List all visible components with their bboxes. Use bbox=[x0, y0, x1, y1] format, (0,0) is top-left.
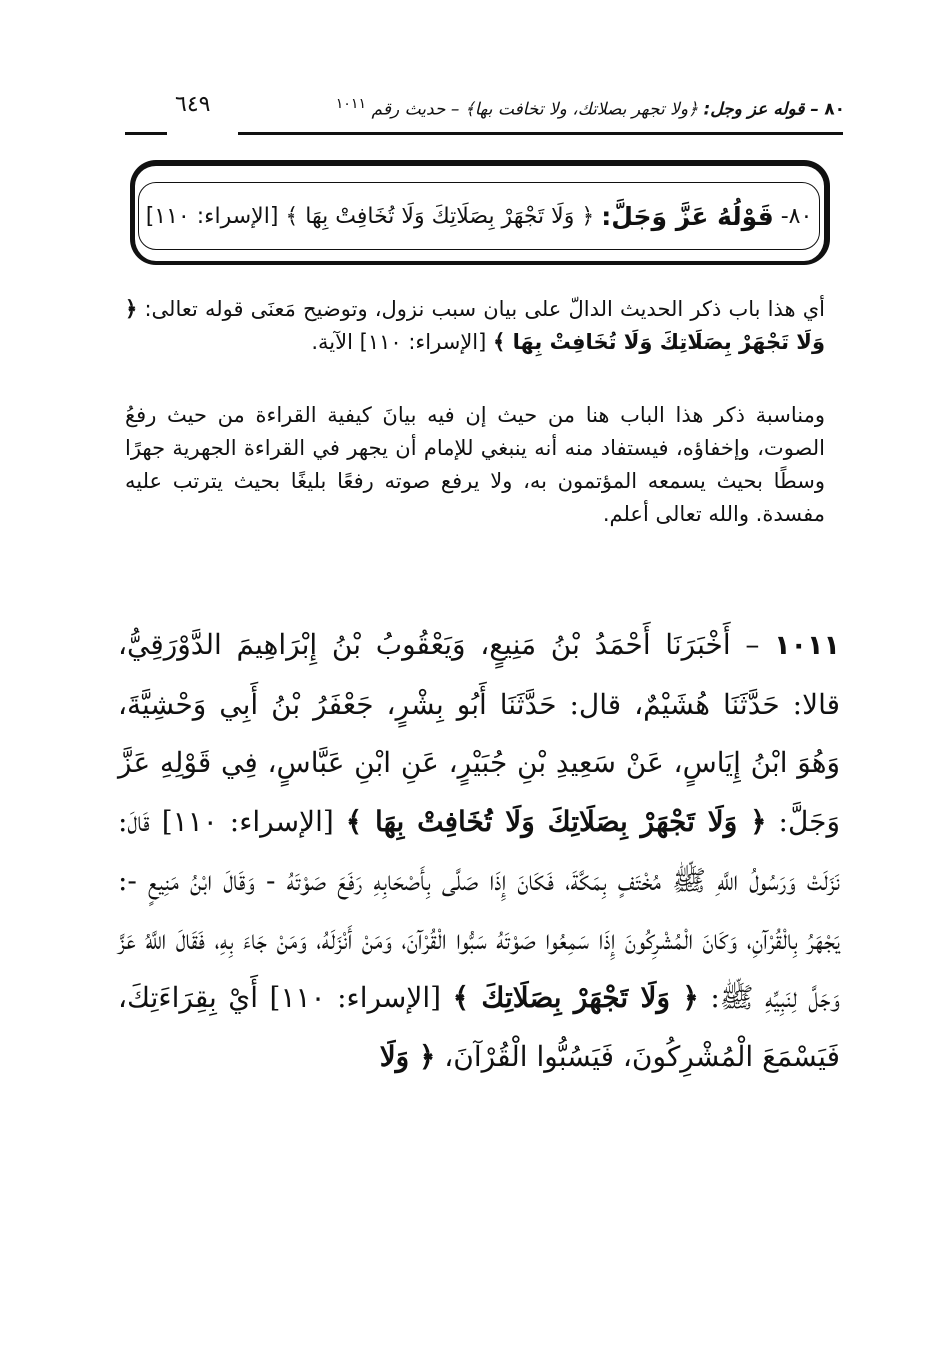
running-header bbox=[120, 90, 845, 126]
chapter-title: قَوْلُهُ عَزَّ وَجَلَّ: bbox=[601, 201, 774, 231]
header-title-line bbox=[336, 96, 845, 120]
hadith-verse-2: ﴿ وَلَا تَجْهَرْ بِصَلَاتِكَ ﴾ bbox=[452, 981, 699, 1015]
page-number-rule bbox=[125, 132, 167, 135]
hadith-matn: [الإسراء: ١١٠] قَالَ: نَزَلَتْ وَرَسُولُ اللَّهِ ﷺ مُخْتَفٍ بِمَكَّةَ، فَكَانَ إِذَا صَلَّى بِأَصْحَابِهِ رَفَعَ صَوْتَهُ - وَقَالَ ابْنُ مَنِيعٍ -: يَجْهَرُ بِالْقُرْآنِ، وَكَانَ الْمُشْرِكُونَ إِذَا سَمِعُوا صَوْتَهُ سَبُّوا الْقُرْآنَ، وَمَنْ أَنْزَلَهُ، وَمَنْ جَاءَ بِهِ، فَقَالَ اللَّهُ عَزَّ وَجَلَّ لِنَبِيِّهِ ﷺ: bbox=[118, 805, 840, 1015]
chapter-heading bbox=[138, 182, 820, 250]
commentary-paragraph-2: ومناسبة ذكر هذا الباب هنا من حيث إن فيه بيانَ كيفية القراءة من حيث رفعُ الصوت، وإخفاؤه، فيستفاد منه أنه ينبغي للإمام أن يجهر في القراءة الجهرية جهرًا وسطًا بحيث يسمعه المؤتمون به، ولا يرفع صوته رفعًا بليغًا بحيث يترتب عليه مفسدة. والله تعالى أعلم. bbox=[125, 403, 825, 526]
hadith-dash: – bbox=[745, 628, 760, 661]
hadith-text bbox=[118, 616, 840, 1087]
para1-reference: [الإسراء: ١١٠] الآية. bbox=[311, 330, 487, 354]
hadith-isnad: أَخْبَرَنَا أَحْمَدُ بْنُ مَنِيعٍ، وَيَعْقُوبُ بْنُ إِبْرَاهِيمَ الدَّوْرَقِيُّ، قالا: حَدَّثَنَا هُشَيْمٌ، قال: حَدَّثَنَا أَبُو بِشْرٍ، جَعْفَرُ بْنُ أَبِي وَحْشِيَّةَ، وَهُوَ ابْنُ إِيَاسٍ، عَنْ سَعِيدِ بْنِ جُبَيْرٍ، عَنِ ابْنِ عَبَّاسٍ، فِي قَوْلِهِ عَزَّ وَجَلَّ: bbox=[118, 628, 840, 839]
commentary-paragraph-1 bbox=[125, 293, 825, 359]
para1-text: أي هذا باب ذكر الحديث الدالّ على بيان سبب نزول، وتوضيح مَعنَى قوله تعالى: bbox=[144, 297, 825, 321]
chapter-title-box bbox=[130, 160, 830, 265]
header-chapter-number: ٨٠ bbox=[824, 99, 845, 120]
hadith-number: ١٠١١ bbox=[774, 630, 840, 661]
page-number: ٦٤٩ bbox=[175, 92, 211, 117]
hadith-trailing-verse: ﴿ وَلَا bbox=[379, 1039, 436, 1073]
chapter-verse: ﴿ وَلَا تَجْهَرْ بِصَلَاتِكَ وَلَا تُخَافِتْ بِهَا ﴾ bbox=[285, 203, 595, 229]
header-hadith-number: ١٠١١ bbox=[335, 96, 367, 112]
header-chapter-title: – قوله عز وجل: bbox=[703, 99, 819, 120]
hadith-explanation: [الإسراء: ١١٠] أَيْ بِقِرَاءَتِكَ، فَيَسْمَعَ الْمُشْرِكُونَ، فَيَسُبُّوا الْقُرْآنَ، bbox=[118, 981, 840, 1073]
hadith-verse-1: ﴿ وَلَا تَجْهَرْ بِصَلَاتِكَ وَلَا تُخَافِتْ بِهَا ﴾ bbox=[345, 805, 767, 839]
header-verse: ﴿ولا تجهر بصلاتك، ولا تخافت بها﴾ bbox=[464, 99, 699, 120]
chapter-number: ٨٠- bbox=[780, 203, 813, 229]
chapter-verse-reference: [الإسراء: ١١٠] bbox=[145, 203, 279, 229]
header-hadith-ref: – حديث رقم bbox=[371, 99, 460, 120]
header-rule bbox=[238, 132, 843, 135]
para1-verse: ﴿ وَلَا تَجْهَرْ بِصَلَاتِكَ وَلَا تُخَافِتْ بِهَا ﴾ bbox=[125, 297, 825, 354]
